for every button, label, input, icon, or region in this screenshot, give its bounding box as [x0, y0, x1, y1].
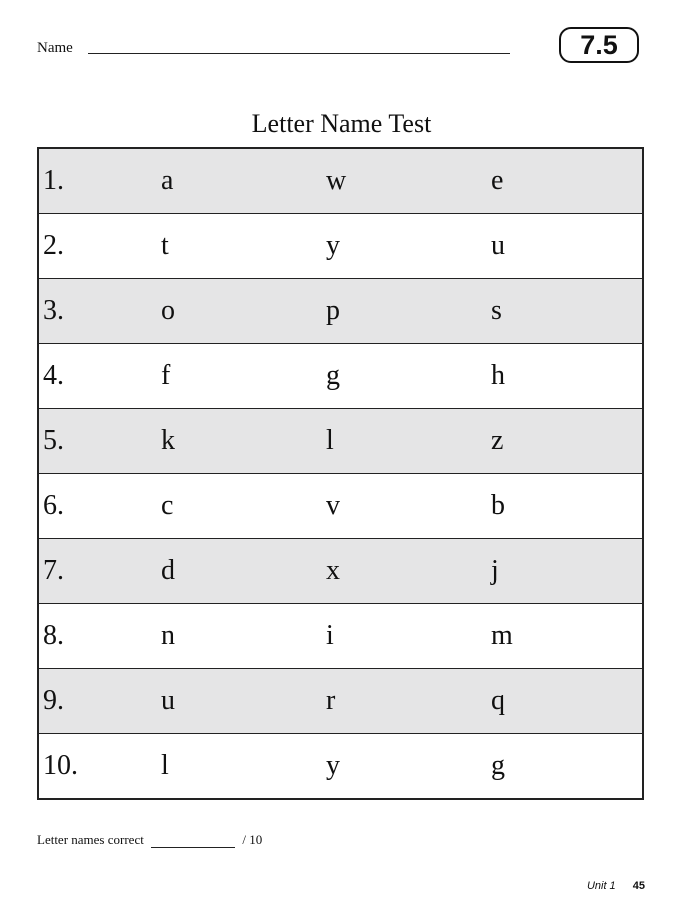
table-row — [38, 604, 643, 669]
page-title: Letter Name Test — [251, 109, 432, 138]
table-row — [38, 344, 643, 409]
letter-cell: s — [491, 279, 643, 344]
name-field-line[interactable] — [88, 53, 510, 54]
letter-cell: b — [491, 474, 643, 539]
letter-table — [37, 147, 644, 800]
letter-cell: a — [143, 148, 326, 214]
table-row — [38, 279, 643, 344]
row-number: 2. — [38, 214, 143, 279]
letter-cell: e — [491, 148, 643, 214]
letter-cell: t — [143, 214, 326, 279]
score-line — [37, 832, 262, 848]
table-row — [38, 669, 643, 734]
letter-cell: w — [326, 148, 491, 214]
unit-label: Unit 1 — [586, 880, 616, 892]
letter-cell: k — [143, 409, 326, 474]
letter-cell: n — [143, 604, 326, 669]
letter-cell: q — [491, 669, 643, 734]
row-number: 10. — [38, 734, 143, 800]
row-number: 5. — [38, 409, 143, 474]
letter-cell: r — [326, 669, 491, 734]
table-row — [38, 539, 643, 604]
score-total: / 10 — [242, 832, 263, 847]
table-row — [38, 148, 643, 214]
letter-cell: l — [143, 734, 326, 800]
table-row — [38, 474, 643, 539]
row-number: 6. — [38, 474, 143, 539]
letter-cell: y — [326, 214, 491, 279]
letter-cell: c — [143, 474, 326, 539]
row-number: 1. — [38, 148, 143, 214]
table-row — [38, 214, 643, 279]
letter-cell: g — [491, 734, 643, 800]
letter-cell: i — [326, 604, 491, 669]
lesson-badge: 7.5 — [559, 27, 639, 63]
letter-cell: d — [143, 539, 326, 604]
row-number: 8. — [38, 604, 143, 669]
letter-cell: p — [326, 279, 491, 344]
page-number: 45 — [632, 880, 645, 892]
letter-cell: f — [143, 344, 326, 409]
page-footer — [587, 880, 645, 892]
table-row — [38, 734, 643, 800]
letter-cell: y — [326, 734, 491, 800]
row-number: 7. — [38, 539, 143, 604]
letter-cell: l — [326, 409, 491, 474]
letter-cell: m — [491, 604, 643, 669]
letter-cell: g — [326, 344, 491, 409]
letter-cell: u — [143, 669, 326, 734]
score-label: Letter names correct — [37, 832, 144, 847]
letter-cell: j — [491, 539, 643, 604]
letter-cell: u — [491, 214, 643, 279]
row-number: 9. — [38, 669, 143, 734]
letter-cell: x — [326, 539, 491, 604]
letter-cell: v — [326, 474, 491, 539]
table-row — [38, 409, 643, 474]
letter-cell: o — [143, 279, 326, 344]
row-number: 4. — [38, 344, 143, 409]
name-label: Name — [37, 40, 73, 56]
score-blank[interactable] — [151, 835, 235, 848]
row-number: 3. — [38, 279, 143, 344]
letter-cell: z — [491, 409, 643, 474]
letter-cell: h — [491, 344, 643, 409]
